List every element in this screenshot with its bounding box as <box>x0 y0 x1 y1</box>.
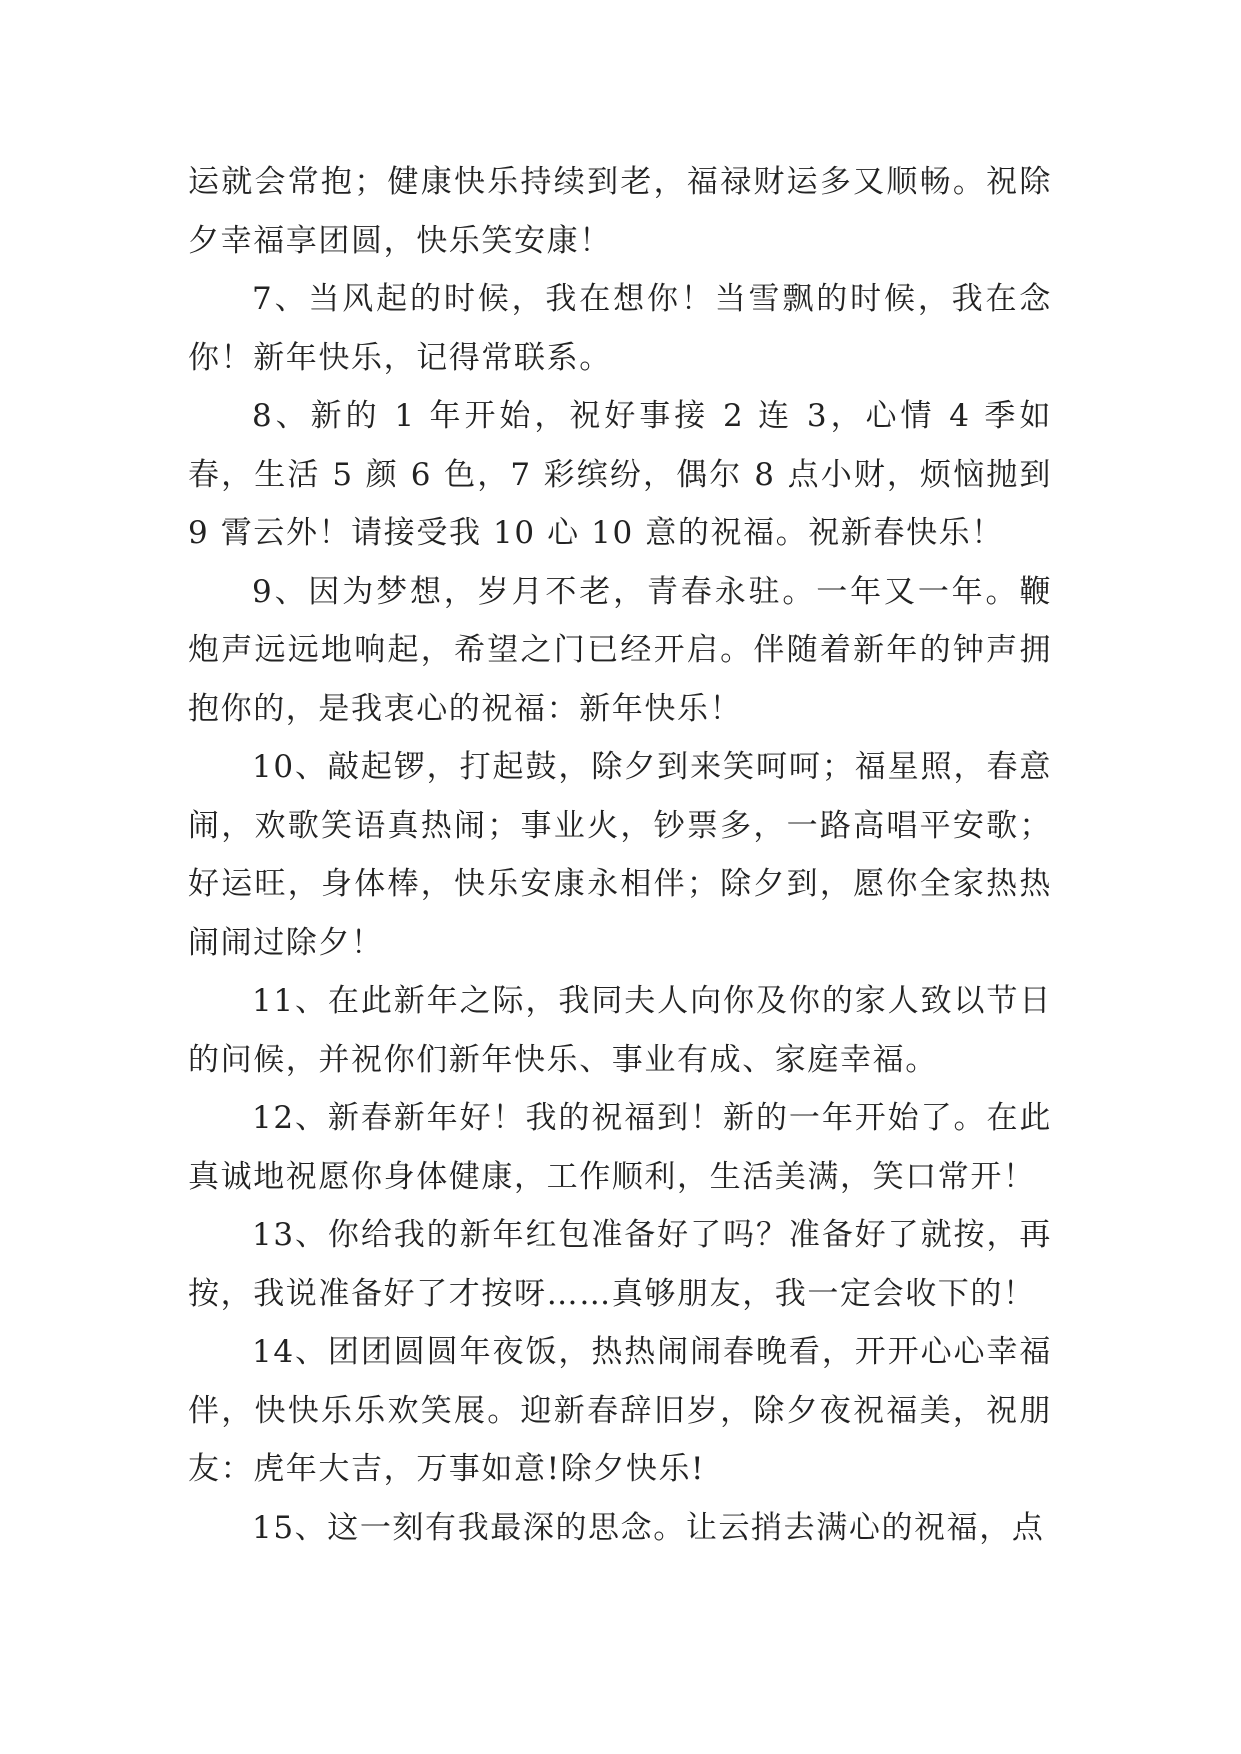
paragraph-item-9: 9、因为梦想，岁月不老，青春永驻。一年又一年。鞭炮声远远地响起，希望之门已经开启。伴随着新年的钟声拥抱你的，是我衷心的祝福：新年快乐！ <box>188 573 1052 727</box>
paragraph-item-10: 10、敲起锣，打起鼓，除夕到来笑呵呵；福星照，春意闹，欢歌笑语真热闹；事业火，钞票多，一路高唱平安歌；好运旺，身体棒，快乐安康永相伴；除夕到，愿你全家热热闹闹过除夕！ <box>188 749 1052 961</box>
paragraph-item-8: 8、新的 1 年开始，祝好事接 2 连 3，心情 4 季如春，生活 5 颜 6 色，7 彩缤纷，偶尔 8 点小财，烦恼抛到 9 霄云外！请接受我 10 心 10 意的祝福。祝新春快乐！ <box>188 398 1052 551</box>
paragraph-item-12: 12、新春新年好！我的祝福到！新的一年开始了。在此真诚地祝愿你身体健康，工作顺利，生活美满，笑口常开！ <box>188 1100 1052 1195</box>
paragraph-item-7: 7、当风起的时候，我在想你！当雪飘的时候，我在念你！新年快乐，记得常联系。 <box>188 281 1052 376</box>
paragraph-continuation: 运就会常抱；健康快乐持续到老，福禄财运多又顺畅。祝除夕幸福享团圆，快乐笑安康！ <box>188 164 1052 259</box>
paragraph-item-14: 14、团团圆圆年夜饭，热热闹闹春晚看，开开心心幸福伴，快快乐乐欢笑展。迎新春辞旧岁，除夕夜祝福美，祝朋友：虎年大吉，万事如意!除夕快乐! <box>188 1334 1052 1487</box>
body-text <box>188 153 1052 1557</box>
paragraph-item-15: 15、这一刻有我最深的思念。让云捎去满心的祝福，点 <box>252 1509 1045 1546</box>
paragraph-item-11: 11、在此新年之际，我同夫人向你及你的家人致以节日的问候，并祝你们新年快乐、事业有成、家庭幸福。 <box>188 983 1052 1078</box>
paragraph-item-13: 13、你给我的新年红包准备好了吗？准备好了就按，再按，我说准备好了才按呀……真够朋友，我一定会收下的！ <box>188 1217 1052 1312</box>
